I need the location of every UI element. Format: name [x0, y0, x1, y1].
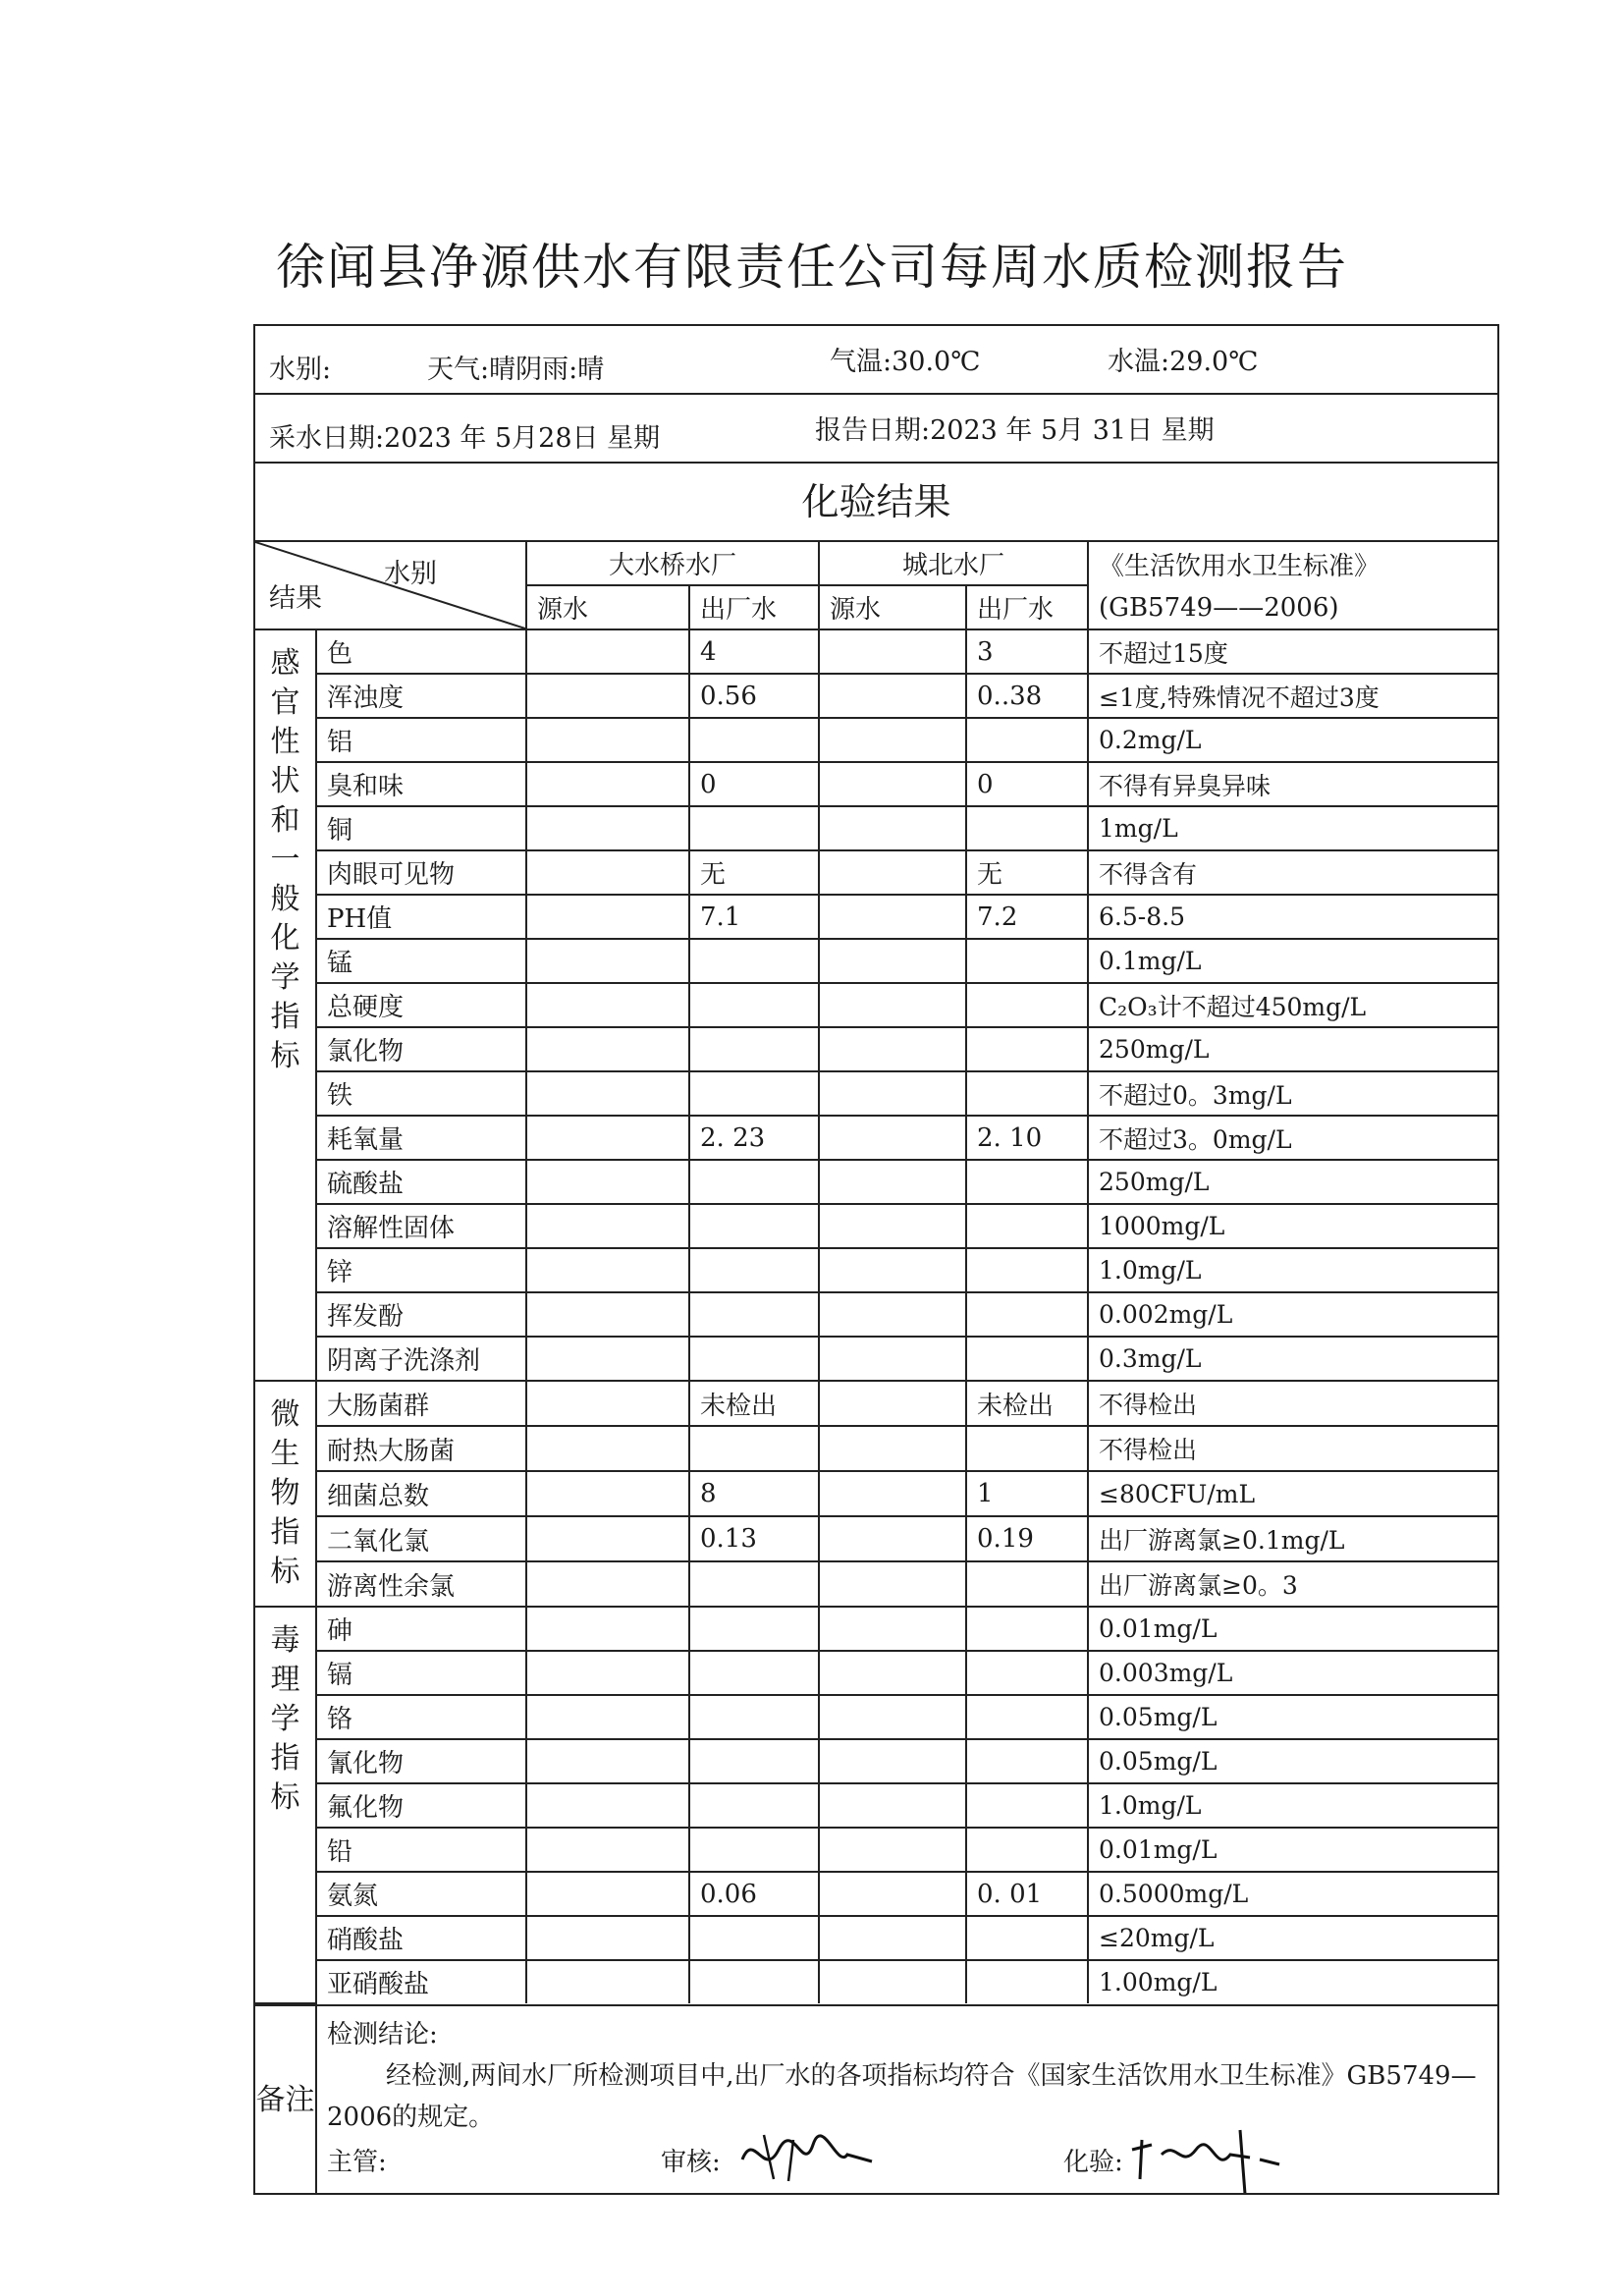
table-row	[255, 1828, 1497, 1872]
plant1-outlet-value	[689, 1337, 819, 1381]
plant1-source-value	[526, 1027, 689, 1071]
signature-line	[327, 2138, 1488, 2185]
plant2-source-value	[819, 806, 966, 850]
table-row	[255, 1607, 1497, 1651]
item-name: 溶解性固体	[316, 1204, 526, 1248]
plant1-source-value	[526, 1160, 689, 1204]
standard-value: 1.0mg/L	[1088, 1248, 1497, 1292]
header-row-weather	[255, 326, 1497, 395]
remarks-body	[316, 2005, 1497, 2193]
plant2-outlet-value	[966, 1204, 1088, 1248]
table-row	[255, 1292, 1497, 1337]
plant1-source-value	[526, 1872, 689, 1916]
standard-value: 不超过0。3mg/L	[1088, 1071, 1497, 1116]
standard-value: 0.003mg/L	[1088, 1651, 1497, 1695]
plant2-header: 城北水厂	[819, 542, 1088, 585]
plant2-source-value	[819, 629, 966, 674]
plant2-source-value	[819, 718, 966, 762]
table-row	[255, 1739, 1497, 1783]
table-row	[255, 1248, 1497, 1292]
item-name: 游离性余氯	[316, 1561, 526, 1607]
results-table	[255, 542, 1497, 2004]
plant2-outlet-value	[966, 1783, 1088, 1828]
plant2-source-value	[819, 1960, 966, 2003]
plant2-source-value	[819, 1116, 966, 1160]
item-name: 二氧化氯	[316, 1516, 526, 1561]
standard-value: 不得有异臭异味	[1088, 762, 1497, 806]
standard-value: 250mg/L	[1088, 1160, 1497, 1204]
standard-header-line1: 《生活饮用水卫生标准》	[1099, 552, 1380, 581]
item-name: 氨氮	[316, 1872, 526, 1916]
table-row	[255, 1695, 1497, 1739]
plant2-outlet-value	[966, 1426, 1088, 1471]
corner-bottom-label: 结果	[269, 583, 322, 614]
standard-header	[1088, 542, 1497, 629]
item-name: 硝酸盐	[316, 1916, 526, 1960]
conclusion-text: 经检测,两间水厂所检测项目中,出厂水的各项指标均符合《国家生活饮用水卫生标准》GB5749—2006的规定。	[327, 2061, 1477, 2132]
report-title: 徐闻县净源供水有限责任公司每周水质检测报告	[276, 239, 1348, 296]
plant1-source-value	[526, 895, 689, 939]
plant2-source-value	[819, 674, 966, 718]
plant2-outlet-value	[966, 1248, 1088, 1292]
plant1-source-value	[526, 1248, 689, 1292]
plant2-source-value	[819, 1426, 966, 1471]
plant1-source-value	[526, 1828, 689, 1872]
plant2-outlet-value	[966, 1828, 1088, 1872]
standard-value: 出厂游离氯≥0。3	[1088, 1561, 1497, 1607]
plant1-outlet-value	[689, 1960, 819, 2003]
plant2-outlet-value	[966, 1960, 1088, 2003]
plant2-outlet-value: 无	[966, 850, 1088, 895]
air-temp-field: 气温:30.0℃	[830, 347, 981, 377]
table-row	[255, 762, 1497, 806]
plant1-outlet-value	[689, 1561, 819, 1607]
item-name: 砷	[316, 1607, 526, 1651]
item-name: 锌	[316, 1248, 526, 1292]
standard-value: 1mg/L	[1088, 806, 1497, 850]
table-row	[255, 806, 1497, 850]
standard-value: 不超过15度	[1088, 629, 1497, 674]
plant1-source-value	[526, 762, 689, 806]
plant2-outlet-header: 出厂水	[966, 585, 1088, 629]
plant2-outlet-value: 2. 10	[966, 1116, 1088, 1160]
plant1-outlet-value	[689, 806, 819, 850]
item-name: 氰化物	[316, 1739, 526, 1783]
remarks-row	[255, 2005, 1497, 2193]
plant1-outlet-value	[689, 983, 819, 1027]
plant1-source-value	[526, 1960, 689, 2003]
plant1-outlet-value	[689, 1828, 819, 1872]
plant2-outlet-value: 0. 01	[966, 1872, 1088, 1916]
plant1-outlet-value	[689, 1783, 819, 1828]
group-label: 毒理学指标	[255, 1607, 316, 2003]
standard-value: 1.00mg/L	[1088, 1960, 1497, 2003]
plant1-source-value	[526, 1607, 689, 1651]
item-name: PH值	[316, 895, 526, 939]
plant1-source-value	[526, 1651, 689, 1695]
plant1-outlet-value	[689, 1248, 819, 1292]
remarks-table	[255, 2004, 1497, 2193]
standard-value: 不得检出	[1088, 1426, 1497, 1471]
plant1-outlet-value	[689, 1695, 819, 1739]
plant2-outlet-value	[966, 983, 1088, 1027]
item-name: 氯化物	[316, 1027, 526, 1071]
plant1-source-value	[526, 1426, 689, 1471]
plant1-source-value	[526, 1071, 689, 1116]
plant2-source-value	[819, 1337, 966, 1381]
plant2-outlet-value	[966, 1607, 1088, 1651]
plant2-outlet-value	[966, 1561, 1088, 1607]
header-row-dates	[255, 395, 1497, 464]
table-row	[255, 674, 1497, 718]
standard-value: 0.002mg/L	[1088, 1292, 1497, 1337]
sample-date-field: 采水日期:2023 年 5月28日 星期	[269, 423, 661, 454]
standard-value: 0.05mg/L	[1088, 1695, 1497, 1739]
table-row	[255, 1071, 1497, 1116]
plant1-source-value	[526, 806, 689, 850]
plant1-source-value	[526, 1561, 689, 1607]
corner-cell	[255, 542, 526, 629]
standard-value: 0.2mg/L	[1088, 718, 1497, 762]
item-name: 肉眼可见物	[316, 850, 526, 895]
item-name: 铜	[316, 806, 526, 850]
plant1-outlet-value	[689, 1160, 819, 1204]
plant2-outlet-value	[966, 939, 1088, 983]
plant1-outlet-value: 2. 23	[689, 1116, 819, 1160]
plant1-source-value	[526, 1337, 689, 1381]
table-row	[255, 1337, 1497, 1381]
table-row	[255, 1381, 1497, 1426]
plant2-source-value	[819, 1561, 966, 1607]
plant2-source-value	[819, 1739, 966, 1783]
plant2-source-value	[819, 1872, 966, 1916]
plant2-outlet-value	[966, 1337, 1088, 1381]
plant2-source-value	[819, 762, 966, 806]
corner-top-label: 水别	[384, 559, 437, 589]
plant1-outlet-value: 0.06	[689, 1872, 819, 1916]
weather-field: 天气:晴阴雨:晴	[427, 355, 605, 385]
standard-value: 1.0mg/L	[1088, 1783, 1497, 1828]
plant1-outlet-value	[689, 1739, 819, 1783]
plant2-outlet-value: 1	[966, 1471, 1088, 1516]
plant2-outlet-value	[966, 1160, 1088, 1204]
table-row	[255, 1160, 1497, 1204]
plant1-source-value	[526, 983, 689, 1027]
plant2-source-value	[819, 1828, 966, 1872]
report-sheet	[253, 324, 1499, 2195]
reviewer-label: 审核:	[661, 2148, 721, 2177]
plant2-outlet-value	[966, 1916, 1088, 1960]
plant2-outlet-value	[966, 1651, 1088, 1695]
plant1-source-value	[526, 674, 689, 718]
table-row	[255, 718, 1497, 762]
group-label: 感官性状和一般化学指标	[255, 629, 316, 1381]
water-temp-field: 水温:29.0℃	[1108, 347, 1259, 377]
column-header-row-1	[255, 542, 1497, 585]
plant2-source-value	[819, 1248, 966, 1292]
plant1-outlet-value	[689, 1651, 819, 1695]
plant2-outlet-value: 0..38	[966, 674, 1088, 718]
standard-value: 不得检出	[1088, 1381, 1497, 1426]
table-row	[255, 1471, 1497, 1516]
item-name: 浑浊度	[316, 674, 526, 718]
plant1-source-value	[526, 939, 689, 983]
plant1-outlet-value	[689, 1292, 819, 1337]
plant1-source-value	[526, 1471, 689, 1516]
plant2-outlet-value	[966, 1027, 1088, 1071]
standard-value: ≤80CFU/mL	[1088, 1471, 1497, 1516]
remarks-label-text: 备注	[255, 2082, 315, 2117]
standard-value: 6.5-8.5	[1088, 895, 1497, 939]
table-row	[255, 1872, 1497, 1916]
group-label: 微生物指标	[255, 1381, 316, 1607]
plant2-source-value	[819, 895, 966, 939]
plant2-outlet-value: 0.19	[966, 1516, 1088, 1561]
plant1-source-value	[526, 1204, 689, 1248]
plant2-source-value	[819, 1071, 966, 1116]
plant2-outlet-value	[966, 1292, 1088, 1337]
plant1-source-value	[526, 1695, 689, 1739]
plant2-outlet-value	[966, 1739, 1088, 1783]
standard-value: 不超过3。0mg/L	[1088, 1116, 1497, 1160]
plant1-outlet-value	[689, 939, 819, 983]
plant1-outlet-value	[689, 1607, 819, 1651]
plant1-source-value	[526, 629, 689, 674]
item-name: 挥发酚	[316, 1292, 526, 1337]
plant2-source-value	[819, 1916, 966, 1960]
item-name: 阴离子洗涤剂	[316, 1337, 526, 1381]
standard-value: ≤20mg/L	[1088, 1916, 1497, 1960]
table-row	[255, 1651, 1497, 1695]
item-name: 色	[316, 629, 526, 674]
table-row	[255, 1027, 1497, 1071]
table-row	[255, 1516, 1497, 1561]
standard-value: 0.1mg/L	[1088, 939, 1497, 983]
plant1-source-value	[526, 1916, 689, 1960]
standard-value: 0.3mg/L	[1088, 1337, 1497, 1381]
plant1-source-value	[526, 1783, 689, 1828]
remarks-label	[255, 2005, 316, 2193]
plant1-source-value	[526, 1739, 689, 1783]
plant2-outlet-value	[966, 718, 1088, 762]
tester-signature	[1122, 2120, 1289, 2193]
conclusion-label: 检测结论:	[327, 2020, 438, 2050]
plant1-outlet-value	[689, 1916, 819, 1960]
standard-value: ≤1度,特殊情况不超过3度	[1088, 674, 1497, 718]
standard-value: 1000mg/L	[1088, 1204, 1497, 1248]
report-date-field: 报告日期:2023 年 5月 31日 星期	[815, 415, 1215, 446]
plant2-source-header: 源水	[819, 585, 966, 629]
plant1-outlet-value: 7.1	[689, 895, 819, 939]
item-name: 臭和味	[316, 762, 526, 806]
item-name: 铁	[316, 1071, 526, 1116]
plant1-header: 大水桥水厂	[526, 542, 819, 585]
table-row	[255, 629, 1497, 674]
item-name: 铬	[316, 1695, 526, 1739]
standard-header-line2: (GB5749——2006)	[1099, 593, 1339, 623]
tester-label: 化验:	[1063, 2148, 1123, 2177]
plant1-source-value	[526, 718, 689, 762]
item-name: 耐热大肠菌	[316, 1426, 526, 1471]
plant2-source-value	[819, 1695, 966, 1739]
plant1-outlet-value	[689, 1071, 819, 1116]
table-row	[255, 850, 1497, 895]
item-name: 耗氧量	[316, 1116, 526, 1160]
plant2-outlet-value: 未检出	[966, 1381, 1088, 1426]
item-name: 大肠菌群	[316, 1381, 526, 1426]
plant2-outlet-value: 0	[966, 762, 1088, 806]
plant2-source-value	[819, 1292, 966, 1337]
plant2-source-value	[819, 1516, 966, 1561]
plant2-outlet-value	[966, 1695, 1088, 1739]
item-name: 硫酸盐	[316, 1160, 526, 1204]
plant2-source-value	[819, 983, 966, 1027]
plant2-outlet-value: 7.2	[966, 895, 1088, 939]
plant1-outlet-value: 0.56	[689, 674, 819, 718]
standard-value: C₂O₃计不超过450mg/L	[1088, 983, 1497, 1027]
plant2-source-value	[819, 1160, 966, 1204]
table-row	[255, 895, 1497, 939]
table-row	[255, 1561, 1497, 1607]
standard-value: 不得含有	[1088, 850, 1497, 895]
standard-value: 0.05mg/L	[1088, 1739, 1497, 1783]
plant2-outlet-value: 3	[966, 629, 1088, 674]
item-name: 铝	[316, 718, 526, 762]
item-name: 镉	[316, 1651, 526, 1695]
standard-value: 出厂游离氯≥0.1mg/L	[1088, 1516, 1497, 1561]
item-name: 总硬度	[316, 983, 526, 1027]
plant1-source-value	[526, 1116, 689, 1160]
plant1-source-header: 源水	[526, 585, 689, 629]
item-name: 锰	[316, 939, 526, 983]
plant1-outlet-value: 无	[689, 850, 819, 895]
plant1-outlet-value	[689, 718, 819, 762]
plant1-outlet-value	[689, 1426, 819, 1471]
plant1-source-value	[526, 850, 689, 895]
plant1-outlet-value: 4	[689, 629, 819, 674]
table-row	[255, 1916, 1497, 1960]
table-row	[255, 1960, 1497, 2003]
plant2-source-value	[819, 1381, 966, 1426]
plant1-outlet-value	[689, 1027, 819, 1071]
standard-value: 0.01mg/L	[1088, 1828, 1497, 1872]
plant2-source-value	[819, 1651, 966, 1695]
item-name: 铅	[316, 1828, 526, 1872]
plant2-source-value	[819, 1204, 966, 1248]
plant1-outlet-value: 8	[689, 1471, 819, 1516]
plant2-source-value	[819, 1783, 966, 1828]
table-row	[255, 983, 1497, 1027]
section-title: 化验结果	[255, 464, 1497, 542]
item-name: 细菌总数	[316, 1471, 526, 1516]
standard-value: 0.01mg/L	[1088, 1607, 1497, 1651]
plant2-source-value	[819, 939, 966, 983]
plant1-outlet-value: 0.13	[689, 1516, 819, 1561]
plant2-outlet-value	[966, 1071, 1088, 1116]
plant1-outlet-header: 出厂水	[689, 585, 819, 629]
plant1-outlet-value	[689, 1204, 819, 1248]
plant1-source-value	[526, 1381, 689, 1426]
table-row	[255, 1204, 1497, 1248]
plant1-outlet-value: 未检出	[689, 1381, 819, 1426]
plant1-source-value	[526, 1516, 689, 1561]
standard-value: 0.5000mg/L	[1088, 1872, 1497, 1916]
table-row	[255, 1783, 1497, 1828]
plant2-source-value	[819, 1471, 966, 1516]
plant2-source-value	[819, 850, 966, 895]
plant2-outlet-value	[966, 806, 1088, 850]
item-name: 氟化物	[316, 1783, 526, 1828]
standard-value: 250mg/L	[1088, 1027, 1497, 1071]
reviewer-signature	[734, 2120, 882, 2189]
supervisor-label: 主管:	[327, 2148, 387, 2177]
plant1-source-value	[526, 1292, 689, 1337]
table-row	[255, 1426, 1497, 1471]
plant1-outlet-value: 0	[689, 762, 819, 806]
water-type-label: 水别:	[269, 355, 332, 385]
table-row	[255, 939, 1497, 983]
table-row	[255, 1116, 1497, 1160]
plant2-source-value	[819, 1027, 966, 1071]
item-name: 亚硝酸盐	[316, 1960, 526, 2003]
plant2-source-value	[819, 1607, 966, 1651]
